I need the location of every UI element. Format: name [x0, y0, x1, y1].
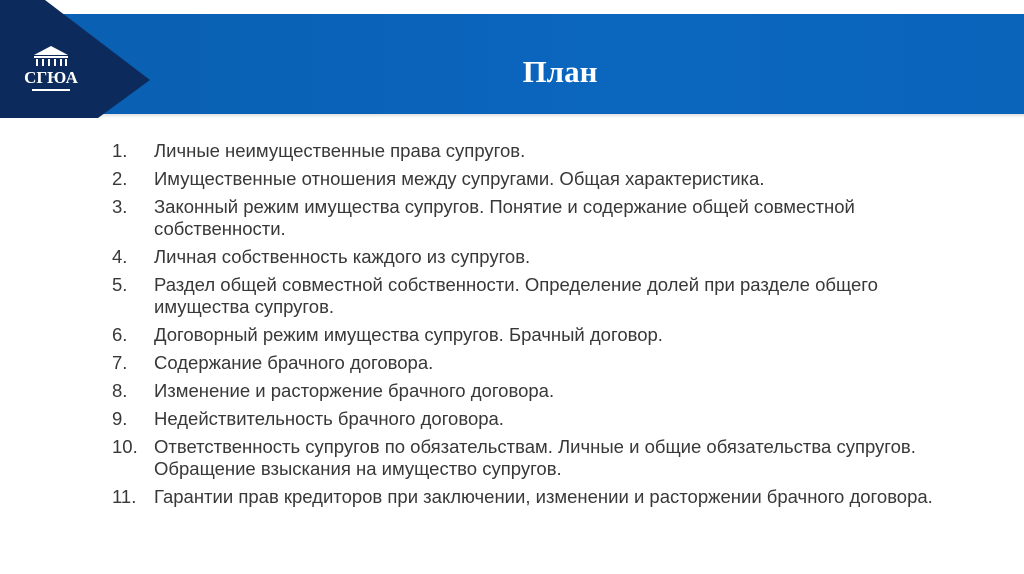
list-item: [112, 274, 962, 318]
list-item-number: 8.: [112, 380, 128, 401]
list-item-text: Имущественные отношения между супругами. Общая характеристика.: [154, 168, 765, 189]
list-item-text: Ответственность супругов по обязательствам. Личные и общие обязательства супругов. Обращение взыскания на имущество супругов.: [154, 436, 916, 479]
list-item: [112, 196, 962, 240]
list-item-number: 10.: [112, 436, 138, 457]
list-item-number: 11.: [112, 486, 137, 507]
list-item: [112, 324, 962, 346]
list-item-text: Гарантии прав кредиторов при заключении, изменении и расторжении брачного договора.: [154, 486, 933, 507]
list-item: [112, 352, 962, 374]
list-item-number: 9.: [112, 408, 128, 429]
list-item-text: Личные неимущественные права супругов.: [154, 140, 526, 161]
logo: [0, 0, 160, 118]
list-item-text: Недействительность брачного договора.: [154, 408, 504, 429]
list-item: [112, 380, 962, 402]
page-title: План: [522, 54, 598, 89]
list-item-number: 7.: [112, 352, 128, 373]
list-item: [112, 140, 962, 162]
list-item-number: 6.: [112, 324, 128, 345]
list-item-text: Содержание брачного договора.: [154, 352, 434, 373]
list-item-number: 3.: [112, 196, 128, 217]
list-item-number: 5.: [112, 274, 128, 295]
list-item-text: Изменение и расторжение брачного договора.: [154, 380, 555, 401]
list-item-text: Законный режим имущества супругов. Понятие и содержание общей совместной собственности.: [154, 196, 855, 239]
plan-list: [112, 140, 962, 514]
list-item-number: 2.: [112, 168, 128, 189]
logo-text: СГЮА: [24, 68, 78, 87]
list-item-text: Раздел общей совместной собственности. Определение долей при разделе общего имущества супругов.: [154, 274, 878, 317]
list-item-number: 4.: [112, 246, 128, 267]
list-item-text: Договорный режим имущества супругов. Брачный договор.: [154, 324, 663, 345]
logo-emblem-icon: [0, 0, 160, 118]
list-item: [112, 168, 962, 190]
list-item: [112, 486, 962, 508]
list-item-text: Личная собственность каждого из супругов.: [154, 246, 531, 267]
list-item: [112, 408, 962, 430]
list-item: [112, 246, 962, 268]
list-item-number: 1.: [112, 140, 128, 161]
list-item: [112, 436, 962, 480]
